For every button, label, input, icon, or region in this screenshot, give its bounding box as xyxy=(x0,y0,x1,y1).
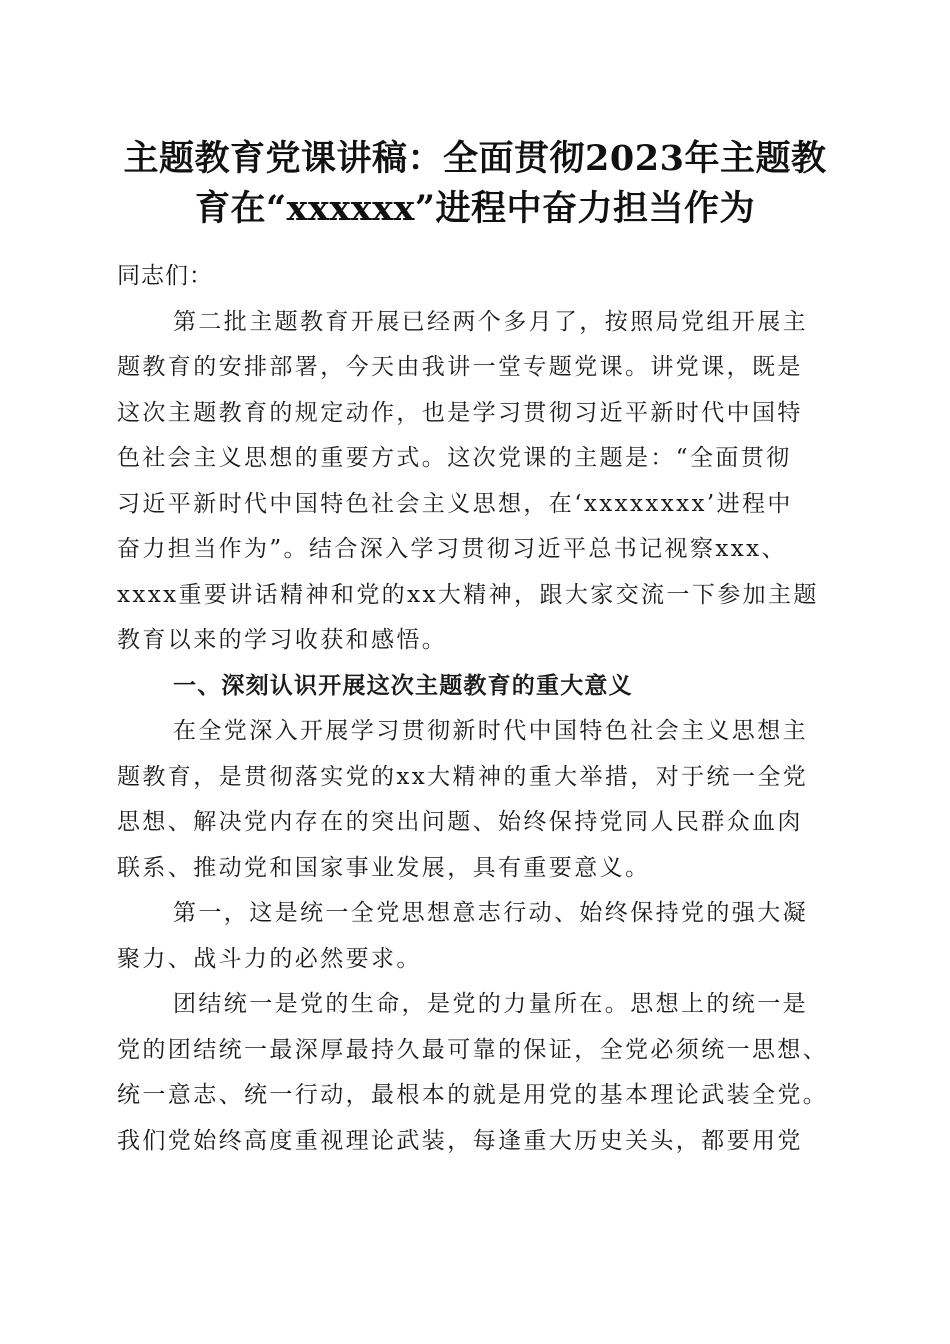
paragraph-intro xyxy=(117,300,837,664)
paragraph-line: 团结统一是党的生命，是党的力量所在。思想上的统一是 xyxy=(173,991,808,1017)
paragraph-line: 第一，这是统一全党思想意志行动、始终保持党的强大凝 xyxy=(173,900,808,926)
section-heading: 一、深刻认识开展这次主题教育的重大意义 xyxy=(173,672,633,699)
paragraph-significance xyxy=(117,709,837,891)
paragraph-line: 我们党始终高度重视理论武装，每逢重大历史关头，都要用党 xyxy=(117,1127,803,1154)
paragraph-line: 联系、推动党和国家事业发展，具有重要意义。 xyxy=(117,854,651,881)
title-line: 育在“xxxxxx”进程中奋力担当作为 xyxy=(195,188,755,229)
paragraph-unity xyxy=(117,982,837,1164)
paragraph-line: 题教育，是贯彻落实党的xx大精神的重大举措，对于统一全党 xyxy=(117,763,809,790)
paragraph-line: 第二批主题教育开展已经两个多月了，按照局党组开展主 xyxy=(173,308,808,335)
title-line: 主题教育党课讲稿：全面贯彻2023年主题教 xyxy=(123,138,827,179)
paragraph-line: 习近平新时代中国特色社会主义思想，在‘xxxxxxxx’进程中 xyxy=(117,490,793,517)
paragraph-first-point xyxy=(117,891,837,982)
paragraph-line: 聚力、战斗力的必然要求。 xyxy=(117,945,422,972)
paragraph-line: 题教育的安排部署，今天由我讲一堂专题党课。讲党课，既是 xyxy=(117,354,803,380)
paragraph-line: 教育以来的学习收获和感悟。 xyxy=(117,627,448,653)
document-body xyxy=(117,254,837,1164)
paragraph-line: 思想、解决党内存在的突出问题、始终保持党同人民群众血肉 xyxy=(117,809,803,835)
paragraph-line: 党的团结统一最深厚最持久最可靠的保证，全党必须统一思想、 xyxy=(117,1036,829,1063)
document-title xyxy=(100,134,850,234)
paragraph-line: 统一意志、统一行动，最根本的就是用党的基本理论武装全党。 xyxy=(117,1082,829,1108)
paragraph-line: 奋力担当作为”。结合深入学习贯彻习近平总书记视察xxx、 xyxy=(117,536,787,562)
paragraph-line: 色社会主义思想的重要方式。这次党课的主题是：“全面贯彻 xyxy=(117,445,792,471)
paragraph-line: xxxx重要讲话精神和党的xx大精神，跟大家交流一下参加主题 xyxy=(117,581,819,608)
paragraph-line: 这次主题教育的规定动作，也是学习贯彻习近平新时代中国特 xyxy=(117,399,803,426)
paragraph-line: 在全党深入开展学习贯彻新时代中国特色社会主义思想主 xyxy=(173,718,808,744)
salutation: 同志们： xyxy=(117,263,213,289)
